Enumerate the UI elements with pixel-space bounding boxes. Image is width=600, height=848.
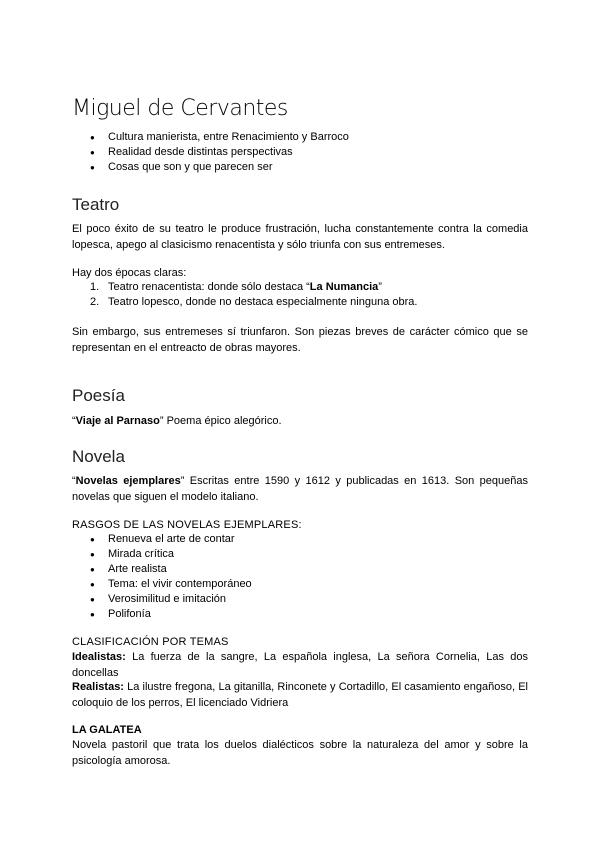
realistas-label: Realistas: [72, 681, 124, 693]
list-item: ● Verosimilitud e imitación [108, 592, 252, 607]
list-item: ● Tema: el vivir contemporáneo [108, 577, 252, 592]
poesia-text: ” Poema épico alegórico. [159, 415, 282, 427]
novela-paragraph [72, 473, 528, 505]
rasgos-heading: RASGOS DE LAS NOVELAS EJEMPLARES: [72, 519, 302, 531]
poesia-paragraph [72, 413, 528, 429]
list-item: ● Realidad desde distintas perspectivas [108, 145, 349, 160]
list-item: ● Mirada crítica [108, 547, 252, 562]
epocas-list [90, 280, 418, 310]
list-item [90, 295, 418, 310]
work-title: Viaje al Parnaso [75, 415, 160, 427]
quote-open: “ [72, 475, 76, 487]
idealistas-paragraph [72, 649, 528, 681]
list-item: ● Cosas que son y que parecen ser [108, 160, 349, 175]
epocas-intro: Hay dos épocas claras: [72, 267, 187, 279]
work-title: La Numancia [309, 281, 379, 293]
list-number: 1. [90, 281, 100, 293]
realistas-text: La ilustre fregona, La gitanilla, Rinconete y Cortadillo, El casamiento engañoso, El coloquio de los perros, El licenciado Vidriera [72, 681, 528, 709]
document-title: Miguel de Cervantes [72, 96, 288, 121]
list-item: ● Arte realista [108, 562, 252, 577]
list-item [90, 280, 417, 295]
idealistas-label: Idealistas: [72, 651, 126, 663]
galatea-title: LA GALATEA [72, 724, 142, 736]
list-item-text: Teatro lopesco, donde no destaca especialmente ninguna obra. [108, 296, 418, 308]
list-item: ● Renueva el arte de contar [108, 532, 252, 547]
work-title: Novelas ejemplares [75, 475, 181, 487]
teatro-heading: Teatro [72, 195, 120, 214]
list-item-text: Teatro renacentista: donde sólo destaca “ [108, 281, 310, 293]
novela-text: ” Escritas entre 1590 y 1612 y publicadas en 1613. Son pequeñas novelas que siguen el modelo italiano. [72, 475, 528, 503]
list-item-text-end: ” [378, 281, 382, 293]
teatro-closing: Sin embargo, sus entremeses sí triunfaron. Son piezas breves de carácter cómico que se representan en el entreacto de obras mayores. [72, 326, 528, 354]
clasificacion-heading: CLASIFICACIÓN POR TEMAS [72, 636, 229, 648]
quote-open: “ [72, 415, 76, 427]
list-item: ● Cultura manierista, entre Renacimiento y Barroco [108, 130, 349, 145]
galatea-heading [72, 722, 528, 738]
galatea-paragraph: Novela pastoril que trata los duelos dialécticos sobre la naturaleza del amor y sobre la psicología amorosa. [72, 739, 528, 767]
list-item: ● Polifonía [108, 607, 252, 622]
rasgos-list [108, 532, 252, 622]
idealistas-text: La fuerza de la sangre, La española inglesa, La señora Cornelia, Las dos doncellas [72, 651, 528, 679]
intro-bullet-list [108, 130, 349, 175]
realistas-paragraph [72, 679, 528, 711]
novela-heading: Novela [72, 447, 125, 466]
poesia-heading: Poesía [72, 386, 125, 405]
list-number: 2. [90, 296, 100, 308]
teatro-paragraph: El poco éxito de su teatro le produce frustración, lucha constantemente contra la comedia lopesca, apego al clasicismo renacentista y sólo triunfa con sus entremeses. [72, 223, 528, 251]
